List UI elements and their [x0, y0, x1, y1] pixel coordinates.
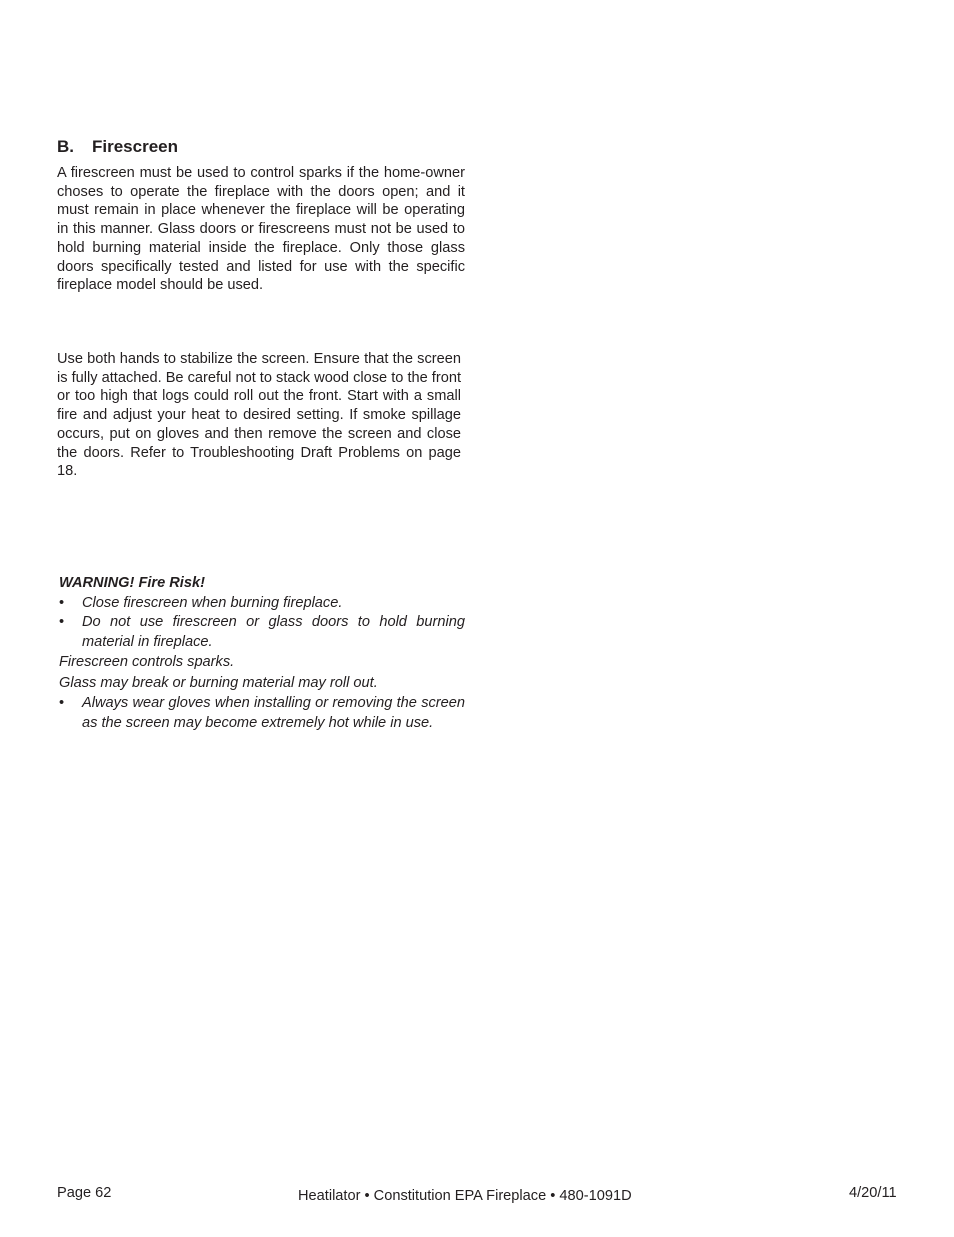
- footer-page-number: Page 62: [57, 1185, 112, 1201]
- warning-bullet-text: Always wear gloves when installing or removing the screen as the screen may become extremely hot while in use.: [82, 695, 465, 731]
- fire-risk-warning: [59, 574, 465, 733]
- section-title: Firescreen: [92, 137, 178, 156]
- warning-bullet-text: Do not use firescreen or glass doors to hold burning material in fireplace.: [82, 614, 465, 650]
- firescreen-intro-paragraph: A firescreen must be used to control sparks if the home-owner choses to operate the fireplace with the doors open; and it must remain in place whenever the fireplace will be operating in this manner. Glass doors or firescreens must not be used to hold burning material inside the fireplace. Only those glass doors specifically tested and listed for use with the specific fireplace model should be used.: [57, 165, 465, 294]
- section-heading: [57, 137, 178, 157]
- footer-date: 4/20/11: [849, 1185, 897, 1201]
- footer-document-title: Heatilator • Constitution EPA Fireplace • 480-1091D: [298, 1188, 632, 1204]
- firescreen-usage-paragraph: Use both hands to stabilize the screen. Ensure that the screen is fully attached. Be careful not to stack wood close to the front or too high that logs could roll out the front. Start with a small fire and adjust your heat to desired setting. If smoke spillage occurs, put on gloves and then remove the screen and close the doors. Refer to Troubleshooting Draft Problems on page 18.: [57, 351, 461, 480]
- warning-note: Glass may break or burning material may roll out.: [59, 674, 378, 691]
- warning-bullet: [59, 594, 465, 614]
- warning-bullet: [59, 613, 465, 652]
- bullet-glyph: •: [59, 614, 65, 630]
- bullet-glyph: •: [59, 594, 65, 611]
- warning-title: WARNING! Fire Risk!: [59, 575, 205, 591]
- section-number: B.: [57, 137, 74, 156]
- warning-bullet: [59, 694, 465, 733]
- bullet-glyph: •: [59, 695, 65, 711]
- warning-note: Firescreen controls sparks.: [59, 654, 235, 670]
- warning-bullet-text: Close firescreen when burning fireplace.: [82, 594, 343, 611]
